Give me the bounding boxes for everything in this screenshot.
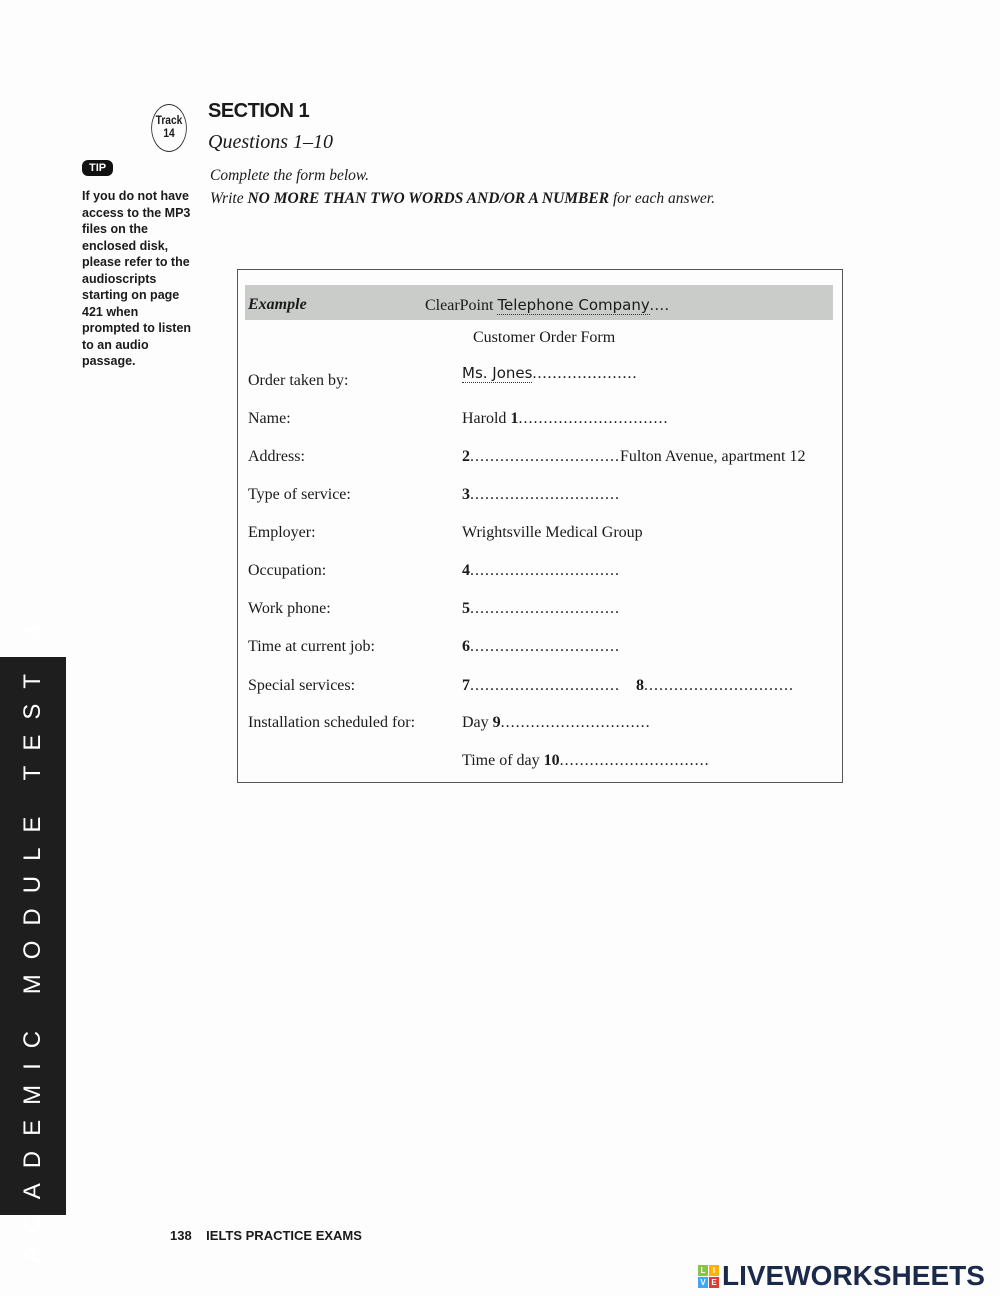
answer-blank[interactable]: .............................. [470,600,620,617]
question-number: 2 [462,448,470,465]
logo-text: LIVEWORKSHEETS [722,1260,985,1291]
form-field-value[interactable] [462,410,668,428]
logo-letter: V [698,1277,708,1288]
form-field-value[interactable] [462,714,651,732]
questions-range: Questions 1–10 [208,131,333,153]
form-field-label: Name: [248,410,291,427]
form-field-value[interactable] [462,638,620,656]
form-field-value[interactable] [462,677,794,695]
answer-blank[interactable]: .............................. [470,486,620,503]
form-field-value[interactable] [462,486,620,504]
order-taken-answer: Ms. Jones [462,364,533,382]
instruction-line-1: Complete the form below. [210,167,369,184]
answer-blank[interactable]: .............................. [559,752,710,769]
question-number: 7 [462,677,470,694]
field-text: Fulton Avenue, apartment 12 [620,448,806,465]
form-field-label: Occupation: [248,562,327,579]
answer-blank[interactable]: .............................. [470,562,620,579]
tip-text: If you do not have access to the MP3 files on the enclosed disk, please refer to the audioscripts starting on page 421 when prompted to listen to an audio passage. [82,189,192,368]
logo-letter: E [709,1277,719,1288]
form-field-value[interactable] [462,562,620,580]
instr-post: for each answer. [609,190,715,207]
form-field-label: Time at current job: [248,638,375,655]
form-field-label: Special services: [248,677,356,694]
instr-bold: NO MORE THAN TWO WORDS AND/OR A NUMBER [247,190,610,207]
form-field-value[interactable] [462,600,620,618]
form-field-label: Type of service: [248,486,351,503]
question-number: 8 [636,677,644,694]
field-text: Harold [462,410,507,427]
question-number: 5 [462,600,470,617]
example-label: Example [248,296,307,313]
question-number: 4 [462,562,470,579]
footer [170,1228,362,1243]
field-text: Wrightsville Medical Group [462,524,643,541]
example-value: ClearPoint Telephone Company.... [425,296,670,314]
order-taken-value: Ms. Jones..................... [462,364,638,382]
example-answer: Telephone Company [497,296,650,314]
instruction-line-2 [210,190,715,208]
field-text: Time of day [462,752,540,769]
answer-blank[interactable]: .............................. [470,638,620,655]
form-field-label: Address: [248,448,305,465]
field-text: Day [462,714,489,731]
form-field-value[interactable] [462,752,710,770]
tip-badge: TIP [82,160,113,176]
question-number: 10 [543,752,560,769]
form-field-value[interactable] [462,448,805,466]
watermark-logo [698,1260,985,1292]
question-number: 9 [492,714,501,731]
form-field-value [462,524,643,542]
sidebar-text: ACADEMIC MODULE TEST 4 [19,609,46,1263]
track-number: 14 [163,126,175,140]
answer-blank[interactable]: .............................. [500,714,651,731]
answer-blank[interactable]: .............................. [470,677,620,694]
example-prefix: ClearPoint [425,297,494,314]
page-number: 138 [170,1228,192,1243]
section-title: SECTION 1 [208,100,310,122]
answer-blank[interactable]: .............................. [518,410,669,427]
answer-blank[interactable]: .............................. [644,677,794,694]
form-field-label: Employer: [248,524,316,541]
question-number: 1 [510,410,519,427]
form-field-label: Installation scheduled for: [248,714,416,731]
form-title: Customer Order Form [473,329,616,346]
order-taken-label: Order taken by: [248,372,349,389]
book-title: IELTS PRACTICE EXAMS [206,1228,362,1243]
logo-icon [698,1265,719,1288]
logo-letter: I [709,1265,719,1276]
form-field-label: Work phone: [248,600,331,617]
answer-blank[interactable]: .............................. [470,448,620,465]
logo-letter: L [698,1265,708,1276]
instr-pre: Write [210,190,248,207]
question-number: 3 [462,486,470,503]
question-number: 6 [462,638,470,655]
track-badge [151,104,187,152]
track-label: Track [155,113,183,127]
